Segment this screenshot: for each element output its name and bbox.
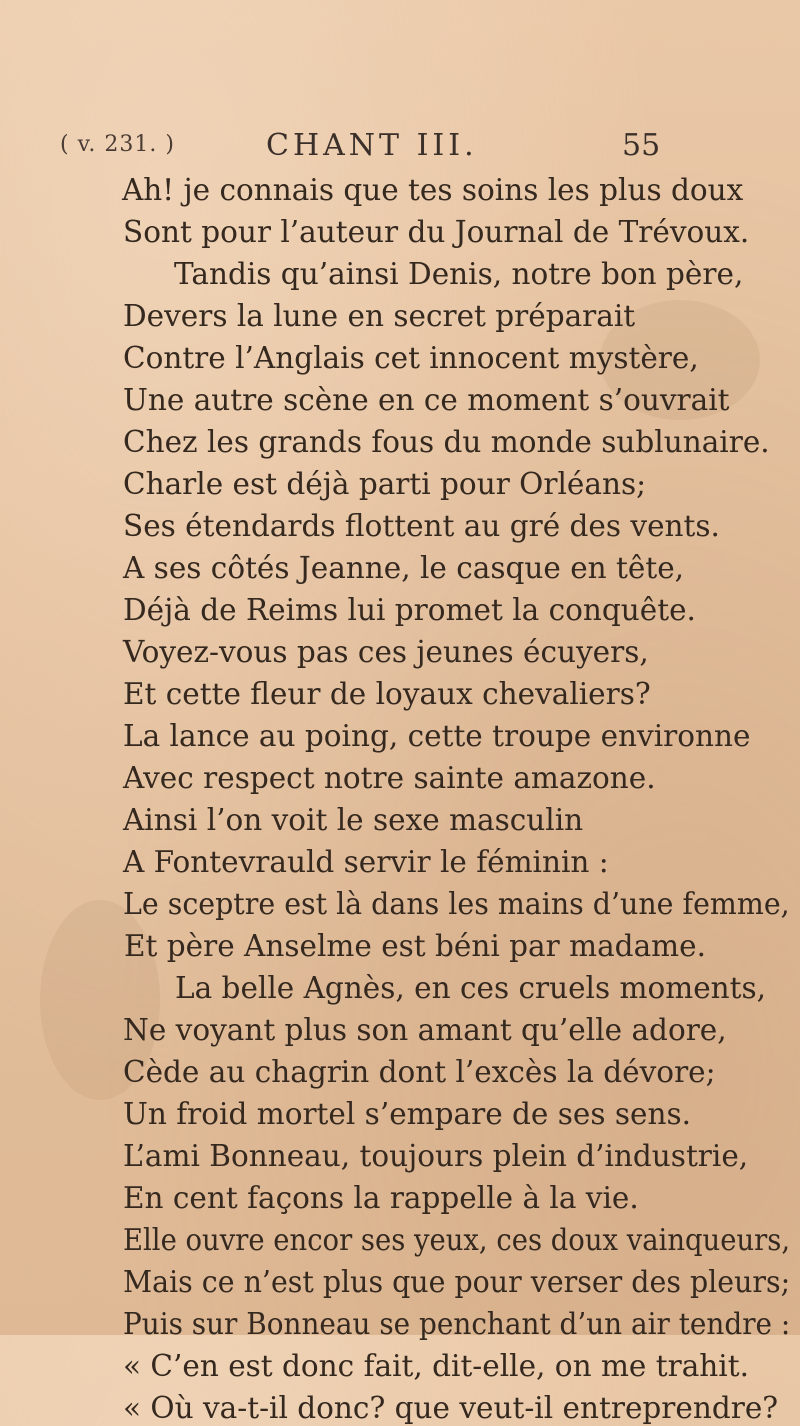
poem-line: A ses côtés Jeanne, le casque en tête, <box>123 551 685 585</box>
poem-line: Devers la lune en secret préparait <box>123 299 636 333</box>
poem-line: Contre l’Anglais cet innocent mystère, <box>123 341 699 375</box>
poem-line: Voyez-vous pas ces jeunes écuyers, <box>123 635 649 669</box>
poem-line: Une autre scène en ce moment s’ouvrait <box>123 383 730 417</box>
poem-line: Ses étendards flottent au gré des vents. <box>123 509 720 543</box>
poem-line: « C’en est donc fait, dit-elle, on me trahit. <box>123 1349 749 1383</box>
chapter-title: CHANT III. <box>266 128 478 163</box>
poem-line: Puis sur Bonneau se penchant d’un air tendre : <box>123 1307 791 1341</box>
poem-line: « Où va-t-il donc? que veut-il entreprendre? <box>123 1391 779 1425</box>
poem-line: L’ami Bonneau, toujours plein d’industrie, <box>123 1139 749 1173</box>
poem-line: Cède au chagrin dont l’excès la dévore; <box>123 1055 716 1089</box>
poem-line: Et cette fleur de loyaux chevaliers? <box>123 677 651 711</box>
poem-line: Ne voyant plus son amant qu’elle adore, <box>123 1013 727 1047</box>
poem-line: Avec respect notre sainte amazone. <box>123 761 656 795</box>
poem-line: Un froid mortel s’empare de ses sens. <box>123 1097 691 1131</box>
poem-line: A Fontevrauld servir le féminin : <box>123 845 609 879</box>
poem-line: Ainsi l’on voit le sexe masculin <box>123 803 584 837</box>
poem-line: Tandis qu’ainsi Denis, notre bon père, <box>174 257 744 291</box>
poem-line: Mais ce n’est plus que pour verser des pleurs; <box>123 1265 791 1299</box>
verse-reference: ( v. 231. ) <box>60 132 175 157</box>
poem-line: Elle ouvre encor ses yeux, ces doux vainqueurs, <box>123 1223 791 1257</box>
poem-line: La belle Agnès, en ces cruels moments, <box>175 971 767 1005</box>
poem-line: Le sceptre est là dans les mains d’une femme, <box>123 887 790 921</box>
page-number: 55 <box>622 128 661 163</box>
poem-line: Charle est déjà parti pour Orléans; <box>123 467 647 501</box>
poem-line: Et père Anselme est béni par madame. <box>124 929 706 963</box>
poem-line: Déjà de Reims lui promet la conquête. <box>123 593 696 627</box>
poem-line: Chez les grands fous du monde sublunaire. <box>123 425 770 459</box>
running-header <box>0 128 800 168</box>
poem-line: En cent façons la rappelle à la vie. <box>123 1181 639 1215</box>
poem-line: La lance au poing, cette troupe environne <box>123 719 751 753</box>
poem-line: Sont pour l’auteur du Journal de Trévoux. <box>123 215 750 249</box>
poem-line: Ah! je connais que tes soins les plus doux <box>122 173 744 207</box>
